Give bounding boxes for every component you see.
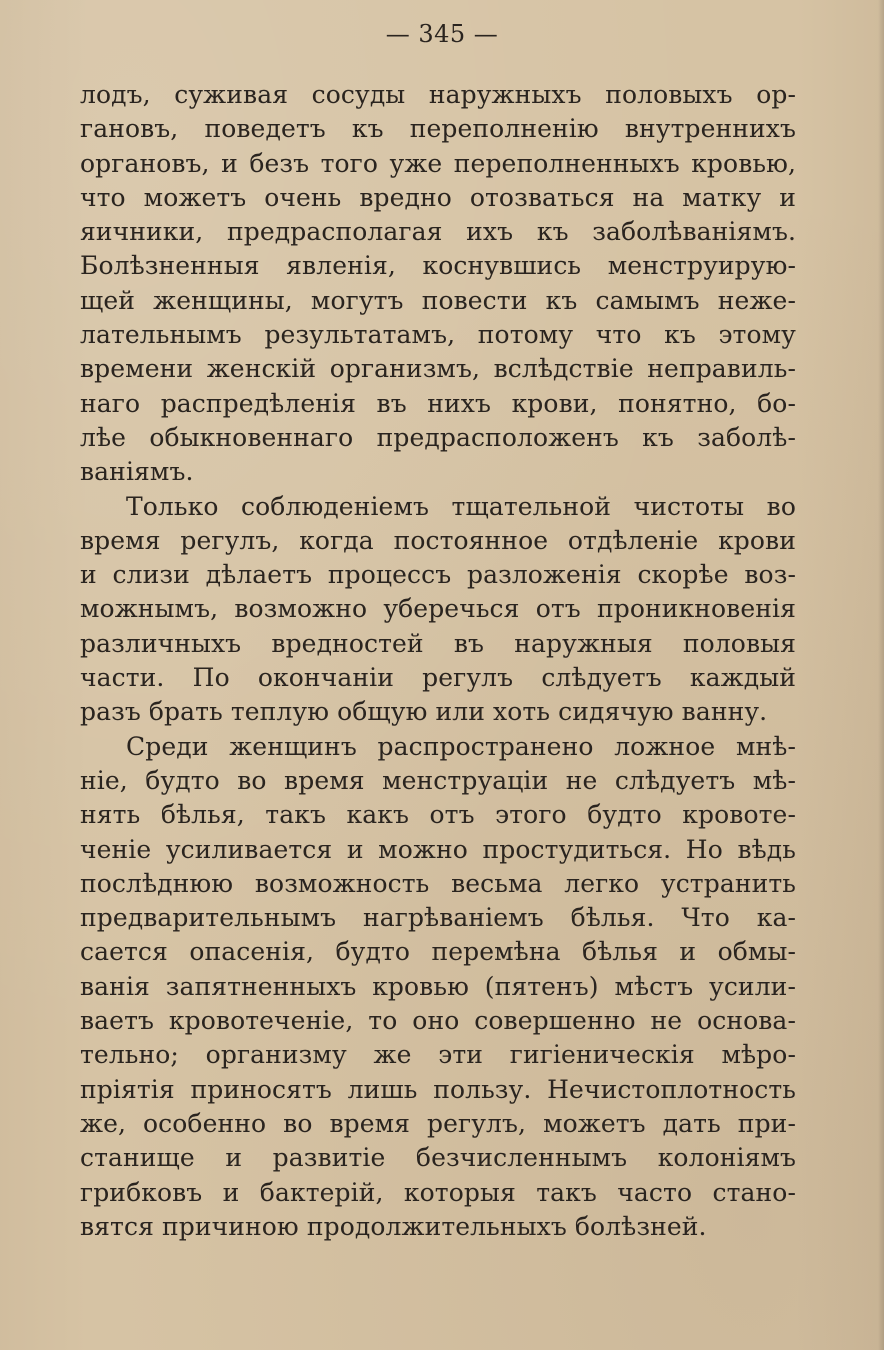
text-line: разъ брать теплую общую или хоть сидячую ванну.	[80, 697, 768, 727]
text-line: же, особенно во время регулъ, можетъ дать при-	[80, 1108, 796, 1138]
text-line: что можетъ очень вредно отозваться на матку и	[80, 182, 796, 212]
text-line: органовъ, и безъ того уже переполненныхъ кровью,	[80, 148, 796, 178]
text-line: ніе, будто во время менструаціи не слѣдуетъ мѣ-	[80, 765, 796, 795]
text-line: лодъ, суживая сосуды наружныхъ половыхъ ор-	[80, 80, 796, 109]
page-edge-shadow	[878, 0, 884, 1350]
text-line: и слизи дѣлаетъ процессъ разложенія скорѣе воз-	[80, 560, 796, 590]
text-line: нять бѣлья, такъ какъ отъ этого будто кровоте-	[80, 800, 796, 830]
text-line: Болѣзненныя явленія, коснувшись менструирую-	[80, 251, 796, 281]
text-line: лѣе обыкновеннаго предрасположенъ къ заболѣ-	[80, 422, 796, 452]
text-line: грибковъ и бактерій, которыя такъ часто стано-	[80, 1177, 796, 1207]
text-line: гановъ, поведетъ къ переполненію внутреннихъ	[80, 114, 796, 144]
text-line: ваетъ кровотеченіе, то оно совершенно не основа-	[80, 1006, 796, 1036]
text-line: станище и развитіе безчисленнымъ колоніямъ	[80, 1143, 796, 1173]
body-text	[80, 78, 796, 1244]
text-line: части. По окончаніи регулъ слѣдуетъ каждый	[80, 663, 796, 693]
text-line: предварительнымъ нагрѣваніемъ бѣлья. Что ка-	[80, 903, 796, 933]
text-line: щей женщины, могутъ повести къ самымъ неже-	[80, 285, 796, 315]
text-line: различныхъ вредностей въ наружныя половыя	[80, 628, 796, 658]
text-line: Среди женщинъ распространено ложное мнѣ-	[126, 731, 796, 761]
text-line: ваніямъ.	[80, 457, 194, 487]
text-line: лательнымъ результатамъ, потому что къ этому	[80, 320, 796, 350]
text-line: наго распредѣленія въ нихъ крови, понятно, бо-	[80, 388, 796, 418]
text-line: ченіе усиливается и можно простудиться. Но вѣдь	[80, 834, 796, 864]
text-line: времени женскій организмъ, вслѣдствіе неправиль-	[80, 354, 796, 384]
text-line: ванія запятненныхъ кровью (пятенъ) мѣстъ усили-	[80, 971, 796, 1001]
text-line: можнымъ, возможно уберечься отъ проникновенія	[80, 594, 796, 624]
text-line: яичники, предрасполагая ихъ къ заболѣваніямъ.	[80, 217, 796, 247]
text-line: Только соблюденіемъ тщательной чистоты во	[126, 491, 796, 521]
page-number: — 345 —	[385, 20, 499, 48]
text-line: тельно; организму же эти гигіеническія мѣро-	[80, 1040, 796, 1070]
text-line: время регулъ, когда постоянное отдѣленіе крови	[80, 525, 796, 555]
text-line: вятся причиною продолжительныхъ болѣзней.	[80, 1211, 707, 1241]
text-line: сается опасенія, будто перемѣна бѣлья и обмы-	[80, 937, 796, 967]
text-line: послѣднюю возможность весьма легко устранить	[80, 868, 796, 898]
text-line: пріятія приносятъ лишь пользу. Нечистоплотность	[80, 1074, 796, 1104]
